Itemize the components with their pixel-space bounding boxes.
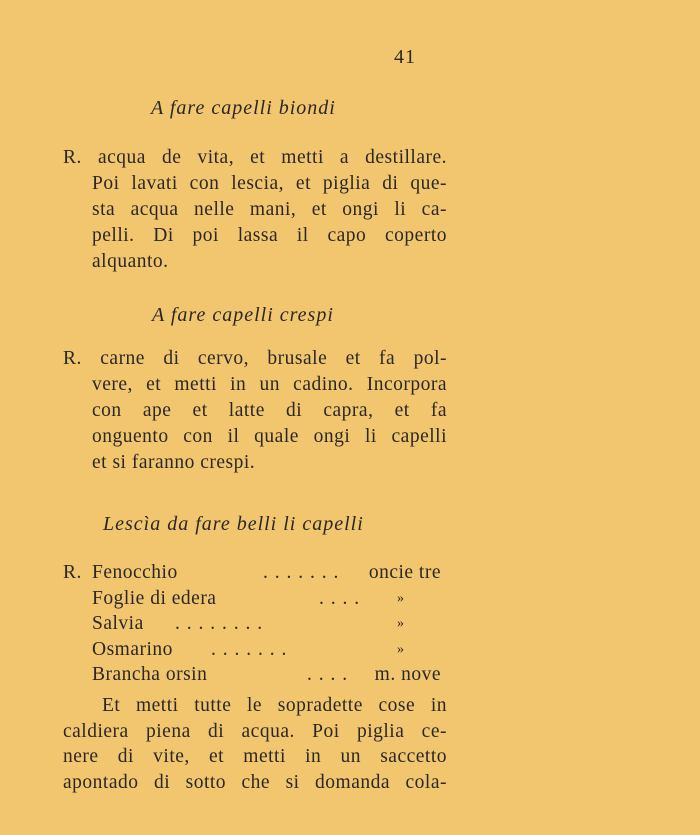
ingredient-row xyxy=(63,560,453,586)
text-line: alquanto. xyxy=(92,251,169,272)
ingredient-quantity: m. nove xyxy=(374,664,441,685)
ingredient-name: Foglie di edera xyxy=(92,587,217,609)
leader-dots: . . . . . . . xyxy=(211,638,288,660)
leader-dots: . . . . . . . . xyxy=(175,613,264,634)
text-line: apontado di sotto che si domanda cola- xyxy=(63,771,447,793)
text-line: Poi lavati con lescia, et piglia di que- xyxy=(92,173,447,194)
section-text-biondi xyxy=(63,145,447,275)
text-line: pelli. Di poi lassa il capo coperto xyxy=(92,225,447,246)
text-line: R. acqua de vita, et metti a destillare. xyxy=(63,147,447,168)
text-line: caldiera piena di acqua. Poi piglia ce- xyxy=(63,720,447,742)
section-heading-lescia: Lescìa da fare belli li capelli xyxy=(103,513,364,535)
ingredient-row xyxy=(63,637,453,663)
leader-dots: . . . . xyxy=(307,664,349,685)
leader-dots: . . . . xyxy=(319,587,361,609)
section-text-lescia xyxy=(63,693,447,795)
text-line: R. carne di cervo, brusale et fa pol- xyxy=(63,348,447,369)
ingredient-name: Brancha orsin xyxy=(92,664,208,685)
ditto-mark: » xyxy=(397,641,405,657)
ingredient-quantity: oncie tre xyxy=(368,562,441,583)
text-line: et si faranno crespi. xyxy=(92,452,256,473)
ingredient-list xyxy=(63,560,453,688)
ingredient-name: Osmarino xyxy=(92,638,173,660)
section-text-crespi xyxy=(63,346,447,476)
text-line: vere, et metti in un cadino. Incorpora xyxy=(92,374,447,395)
recipe-mark: R. xyxy=(63,562,82,583)
text-line: con ape et latte di capra, et fa xyxy=(92,400,447,421)
ingredient-row xyxy=(63,586,453,612)
page-number: 41 xyxy=(394,46,416,68)
text-line: nere di vite, et metti in un saccetto xyxy=(63,746,447,767)
section-heading-biondi: A fare capelli biondi xyxy=(151,97,336,119)
text-line: onguento con il quale ongi li capelli xyxy=(92,426,447,447)
ingredient-name: Fenocchio xyxy=(92,562,178,583)
ditto-mark: » xyxy=(397,616,405,631)
ditto-mark: » xyxy=(397,590,405,606)
ingredient-name: Salvia xyxy=(92,613,144,634)
leader-dots: . . . . . . . xyxy=(263,562,340,583)
section-heading-crespi: A fare capelli crespi xyxy=(152,304,334,326)
text-line: Et metti tutte le sopradette cose in xyxy=(102,695,447,716)
text-line: sta acqua nelle mani, et ongi li ca- xyxy=(92,199,447,220)
ingredient-row xyxy=(63,662,453,688)
ingredient-row xyxy=(63,611,453,637)
